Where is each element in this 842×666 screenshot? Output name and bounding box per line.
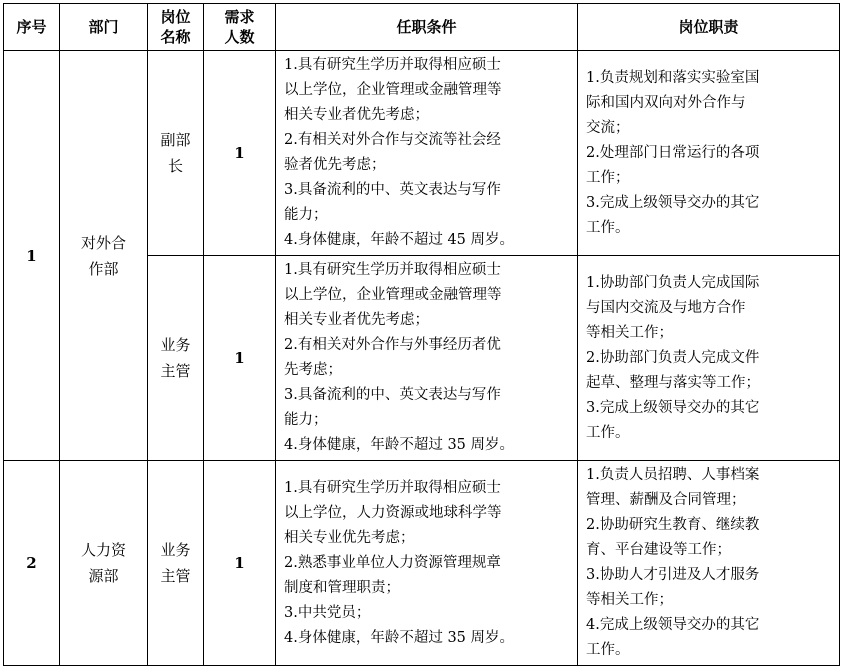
header-row [4, 4, 840, 51]
requirement-item: 2.熟悉事业单位人力资源管理规章 制度和管理职责； [284, 554, 501, 596]
header-requirements: 任职条件 [276, 4, 578, 51]
requirement-item: 1.具有研究生学历并取得相应硕士 以上学位，人力资源或地球科学等 相关专业优先考虑； [284, 479, 502, 546]
seq-cell: 1 [4, 51, 60, 461]
requirement-item: 4.身体健康，年龄不超过 35 周岁。 [284, 437, 515, 453]
duties-cell [578, 256, 840, 461]
header-seq: 序号 [4, 4, 60, 51]
position-cell: 业务 主管 [148, 461, 204, 666]
position-cell: 业务 主管 [148, 256, 204, 461]
requirements-cell [276, 51, 578, 256]
duties-cell [578, 51, 840, 256]
count-cell: 1 [204, 461, 276, 666]
header-position: 岗位 名称 [148, 4, 204, 51]
duty-item: 2.协助研究生教育、继续教 育、平台建设等工作； [586, 517, 760, 558]
header-duties: 岗位职责 [578, 4, 840, 51]
seq-cell: 2 [4, 461, 60, 666]
requirement-item: 4.身体健康，年龄不超过 35 周岁。 [284, 629, 515, 646]
position-cell: 副部 长 [148, 51, 204, 256]
table-row [4, 51, 840, 256]
duty-item: 1.负责人员招聘、人事档案 管理、薪酬及合同管理； [586, 467, 760, 508]
duty-item: 1.负责规划和落实实验室国 际和国内双向对外合作与 交流； [586, 69, 760, 136]
requirement-item: 4.身体健康，年龄不超过 45 周岁。 [284, 232, 515, 248]
requirement-item: 2.有相关对外合作与外事经历者优 先考虑； [284, 337, 501, 378]
table-row [4, 461, 840, 666]
requirement-item: 3.具备流利的中、英文表达与写作 能力； [284, 387, 501, 428]
duty-item: 1.协助部门负责人完成国际 与国内交流及与地方合作 等相关工作； [586, 274, 760, 341]
duty-item: 2.处理部门日常运行的各项 工作； [586, 144, 760, 186]
duty-item: 3.完成上级领导交办的其它 工作。 [586, 194, 760, 236]
requirements-cell [276, 461, 578, 666]
dept-cell: 对外合 作部 [60, 51, 148, 461]
requirement-item: 2.有相关对外合作与交流等社会经 验者优先考虑； [284, 132, 501, 173]
duty-item: 3.完成上级领导交办的其它 工作。 [586, 399, 760, 441]
duty-item: 2.协助部门负责人完成文件 起草、整理与落实等工作； [586, 349, 760, 391]
duties-cell [578, 461, 840, 666]
header-count: 需求 人数 [204, 4, 276, 51]
duty-item: 3.协助人才引进及人才服务 等相关工作； [586, 567, 760, 608]
duty-item: 4.完成上级领导交办的其它 工作。 [586, 617, 760, 658]
requirement-item: 1.具有研究生学历并取得相应硕士 以上学位，企业管理或金融管理等 相关专业者优先考虑； [284, 57, 502, 123]
requirement-item: 3.具备流利的中、英文表达与写作 能力； [284, 182, 501, 223]
dept-cell: 人力资 源部 [60, 461, 148, 666]
count-cell: 1 [204, 256, 276, 461]
header-dept: 部门 [60, 4, 148, 51]
requirements-cell [276, 256, 578, 461]
count-cell: 1 [204, 51, 276, 256]
requirement-item: 1.具有研究生学历并取得相应硕士 以上学位，企业管理或金融管理等 相关专业者优先考虑； [284, 262, 502, 328]
requirement-item: 3.中共党员； [284, 604, 371, 621]
recruitment-table [3, 3, 840, 666]
